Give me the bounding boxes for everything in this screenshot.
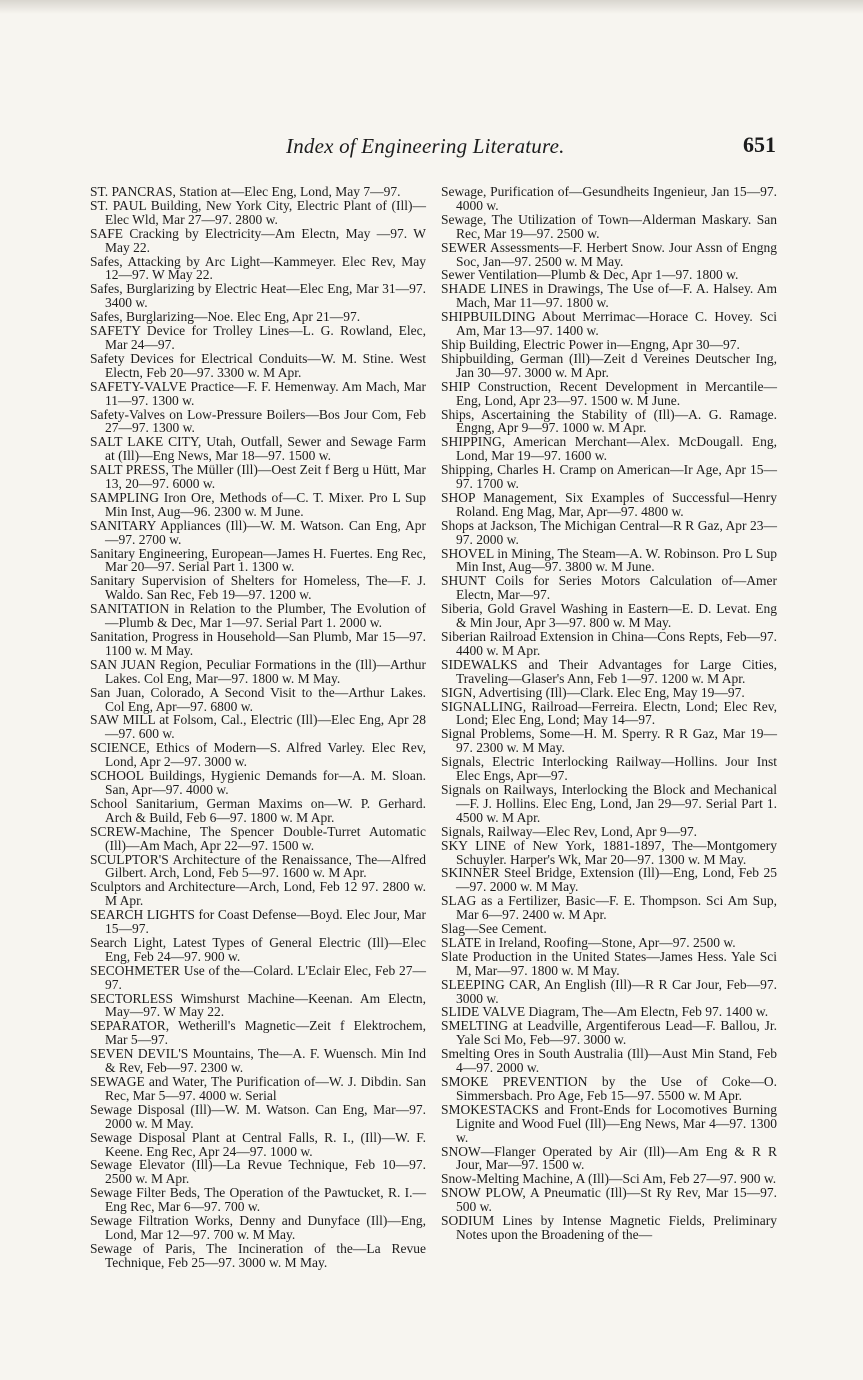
index-entry: SCULPTOR'S Architecture of the Renaissance, The—Alfred Gilbert. Arch, Lond, Feb 5—97. 1600 w. M Apr. <box>90 851 426 881</box>
index-entry: Shipbuilding, German (Ill)—Zeit d Vereines Deutscher Ing, Jan 30—97. 3000 w. M Apr. <box>441 350 777 380</box>
index-entry: SMOKE PREVENTION by the Use of Coke—O. Simmersbach. Pro Age, Feb 15—97. 5500 w. M Apr. <box>441 1074 777 1103</box>
index-entry: SHIP Construction, Recent Development in Mercantile—Eng, Lond, Apr 23—97. 1500 w. M June. <box>441 378 777 408</box>
index-entry: Safes, Attacking by Arc Light—Kammeyer. Elec Rev, May 12—97. W May 22. <box>90 253 426 283</box>
index-entry: ST. PAUL Building, New York City, Electric Plant of (Ill)—Elec Wld, Mar 27—97. 2800 w. <box>90 197 426 227</box>
index-entry: SHIPPING, American Merchant—Alex. McDougall. Eng, Lond, Mar 19—97. 1600 w. <box>441 434 777 464</box>
index-entry: SECTORLESS Wimshurst Machine—Keenan. Am Electn, May—97. W May 22. <box>90 990 426 1020</box>
index-entry: SAFETY Device for Trolley Lines—L. G. Rowland, Elec, Mar 24—97. <box>90 323 426 352</box>
index-entry: SNOW—Flanger Operated by Air (Ill)—Am Eng & R R Jour, Mar—97. 1500 w. <box>441 1143 777 1173</box>
index-entry: SMELTING at Leadville, Argentiferous Lead—F. Ballou, Jr. Yale Sci Mo, Feb—97. 3000 w. <box>441 1018 777 1048</box>
index-entry: Signals on Railways, Interlocking the Block and Mechanical—F. J. Hollins. Elec Eng, Lond, Jan 29—97. Serial Part 1. 4500 w. M Apr. <box>441 781 777 825</box>
right-column <box>441 185 777 1242</box>
index-entry: SIGNALLING, Railroad—Ferreira. Electn, Lond; Elec Rev, Lond; Elec Eng, Lond; May 14—97. <box>441 698 777 728</box>
index-entry: SAW MILL at Folsom, Cal., Electric (Ill)—Elec Eng, Apr 28—97. 600 w. <box>90 712 426 742</box>
index-entry: Sewage of Paris, The Incineration of the—La Revue Technique, Feb 25—97. 3000 w. M May. <box>90 1240 426 1270</box>
index-entry: Sanitary Engineering, European—James H. Fuertes. Eng Rec, Mar 20—97. Serial Part 1. 1300 w. <box>90 545 426 575</box>
index-entry: SEWER Assessments—F. Herbert Snow. Jour Assn of Engng Soc, Jan—97. 2500 w. M May. <box>441 239 777 269</box>
index-entry: Safety Devices for Electrical Conduits—W. M. Stine. West Electn, Feb 20—97. 3300 w. M Apr. <box>90 350 426 380</box>
index-entry: Slate Production in the United States—James Hess. Yale Sci M, Mar—97. 1800 w. M May. <box>441 948 777 978</box>
index-entry: Sculptors and Architecture—Arch, Lond, Feb 12 97. 2800 w. M Apr. <box>90 879 426 909</box>
index-entry: SAFE Cracking by Electricity—Am Electn, May —97. W May 22. <box>90 225 426 255</box>
index-entry: Sewage, Purification of—Gesundheits Ingenieur, Jan 15—97. 4000 w. <box>441 184 777 213</box>
index-entry: Ship Building, Electric Power in—Engng, Apr 30—97. <box>441 336 740 352</box>
index-entry: School Sanitarium, German Maxims on—W. P. Gerhard. Arch & Build, Feb 6—97. 1800 w. M Apr. <box>90 795 426 825</box>
index-entry: San Juan, Colorado, A Second Visit to the—Arthur Lakes. Col Eng, Apr—97. 6800 w. <box>90 684 426 714</box>
index-entry: Safes, Burglarizing—Noe. Elec Eng, Apr 21—97. <box>90 309 361 325</box>
index-entry: SCIENCE, Ethics of Modern—S. Alfred Varley. Elec Rev, Lond, Apr 2—97. 3000 w. <box>90 740 426 770</box>
index-entry: Sanitation, Progress in Household—San Plumb, Mar 15—97. 1100 w. M May. <box>90 629 426 658</box>
index-entry: Ships, Ascertaining the Stability of (Ill)—A. G. Ramage. Engng, Apr 9—97. 1000 w. M Apr. <box>441 406 777 436</box>
index-entry: SMOKESTACKS and Front-Ends for Locomotives Burning Lignite and Wood Fuel (Ill)—Eng News, Mar 4—97. 1300 w. <box>441 1101 777 1145</box>
index-entry: SKY LINE of New York, 1881-1897, The—Montgomery Schuyler. Harper's Wk, Mar 20—97. 1300 w. M May. <box>441 837 777 867</box>
index-entry: Sanitary Supervision of Shelters for Homeless, The—F. J. Waldo. San Rec, Feb 19—97. 1200 w. <box>90 573 426 603</box>
index-entry: SALT LAKE CITY, Utah, Outfall, Sewer and Sewage Farm at (Ill)—Eng News, Mar 18—97. 1500 w. <box>90 434 426 464</box>
index-entry: Signals, Railway—Elec Rev, Lond, Apr 9—97. <box>441 823 697 839</box>
index-entry: Safety-Valves on Low-Pressure Boilers—Bos Jour Com, Feb 27—97. 1300 w. <box>90 406 426 436</box>
index-entry: SLIDE VALVE Diagram, The—Am Electn, Feb 97. 1400 w. <box>441 1004 769 1020</box>
index-entry: SANITARY Appliances (Ill)—W. M. Watson. Can Eng, Apr—97. 2700 w. <box>90 517 426 547</box>
index-entry: SEPARATOR, Wetherill's Magnetic—Zeit f Elektrochem, Mar 5—97. <box>90 1018 426 1048</box>
index-entry: SCREW-Machine, The Spencer Double-Turret Automatic (Ill)—Am Mach, Apr 22—97. 1500 w. <box>90 823 426 853</box>
index-entry: SEWAGE and Water, The Purification of—W. J. Dibdin. San Rec, Mar 5—97. 4000 w. Serial <box>90 1074 426 1103</box>
index-entry: SAN JUAN Region, Peculiar Formations in the (Ill)—Arthur Lakes. Col Eng, Mar—97. 1800 w. M May. <box>90 656 426 686</box>
index-entry: SLAG as a Fertilizer, Basic—F. E. Thompson. Sci Am Sup, Mar 6—97. 2400 w. M Apr. <box>441 893 777 923</box>
index-entry: SAFETY-VALVE Practice—F. F. Hemenway. Am Mach, Mar 11—97. 1300 w. <box>90 378 426 408</box>
index-entry: SHADE LINES in Drawings, The Use of—F. A. Halsey. Am Mach, Mar 11—97. 1800 w. <box>441 281 777 311</box>
index-entry: Siberia, Gold Gravel Washing in Eastern—E. D. Levat. Eng & Min Jour, Apr 3—97. 800 w. M May. <box>441 601 777 631</box>
index-entry: SEVEN DEVIL'S Mountains, The—A. F. Wuensch. Min Ind & Rev, Feb—97. 2300 w. <box>90 1046 426 1076</box>
page-title: Index of Engineering Literature. <box>286 134 565 158</box>
left-column <box>90 185 426 1270</box>
index-entry: SEARCH LIGHTS for Coast Defense—Boyd. Elec Jour, Mar 15—97. <box>90 907 426 937</box>
index-entry: SODIUM Lines by Intense Magnetic Fields, Preliminary Notes upon the Broadening of the— <box>441 1213 777 1242</box>
index-entry: SLEEPING CAR, An English (Ill)—R R Car Jour, Feb—97. 3000 w. <box>441 976 777 1006</box>
index-entry: Shops at Jackson, The Michigan Central—R R Gaz, Apr 23—97. 2000 w. <box>441 517 777 547</box>
page-number: 651 <box>743 132 776 157</box>
index-entry: Smelting Ores in South Australia (Ill)—Aust Min Stand, Feb 4—97. 2000 w. <box>441 1046 777 1076</box>
index-entry: Sewage Filtration Works, Denny and Dunyface (Ill)—Eng, Lond, Mar 12—97. 700 w. M May. <box>90 1213 426 1242</box>
index-entry: SALT PRESS, The Müller (Ill)—Oest Zeit f Berg u Hütt, Mar 13, 20—97. 6000 w. <box>90 462 426 492</box>
index-entry: SCHOOL Buildings, Hygienic Demands for—A. M. Sloan. San, Apr—97. 4000 w. <box>90 768 426 797</box>
index-entry: SNOW PLOW, A Pneumatic (Ill)—St Ry Rev, Mar 15—97. 500 w. <box>441 1185 777 1215</box>
scan-edge <box>0 0 863 14</box>
index-entry: Slag—See Cement. <box>441 921 547 937</box>
index-entry: Siberian Railroad Extension in China—Cons Repts, Feb—97. 4400 w. M Apr. <box>441 629 777 658</box>
index-entry: Safes, Burglarizing by Electric Heat—Elec Eng, Mar 31—97. 3400 w. <box>90 281 426 311</box>
index-entry: ST. PANCRAS, Station at—Elec Eng, Lond, May 7—97. <box>90 184 401 199</box>
index-entry: Search Light, Latest Types of General Electric (Ill)—Elec Eng, Feb 24—97. 900 w. <box>90 934 426 964</box>
index-entry: SLATE in Ireland, Roofing—Stone, Apr—97. 2500 w. <box>441 934 736 950</box>
index-entry: SHOVEL in Mining, The Steam—A. W. Robinson. Pro L Sup Min Inst, Aug—97. 3800 w. M June. <box>441 545 777 575</box>
index-entry: SIDEWALKS and Their Advantages for Large Cities, Traveling—Glaser's Ann, Feb 1—97. 1200 w. M Apr. <box>441 656 777 686</box>
index-entry: SECOHMETER Use of the—Colard. L'Eclair Elec, Feb 27—97. <box>90 962 426 992</box>
index-entry: Snow-Melting Machine, A (Ill)—Sci Am, Feb 27—97. 900 w. <box>441 1171 777 1187</box>
index-entry: SHUNT Coils for Series Motors Calculation of—Amer Electn, Mar—97. <box>441 573 777 603</box>
index-entry: SHOP Management, Six Examples of Successful—Henry Roland. Eng Mag, Mar, Apr—97. 4800 w. <box>441 489 777 519</box>
index-entry: Sewage Disposal (Ill)—W. M. Watson. Can Eng, Mar—97. 2000 w. M May. <box>90 1101 426 1131</box>
index-entry: Sewer Ventilation—Plumb & Dec, Apr 1—97. 1800 w. <box>441 267 739 283</box>
index-entry: Signals, Electric Interlocking Railway—Hollins. Jour Inst Elec Engs, Apr—97. <box>441 754 777 784</box>
index-entry: Sewage, The Utilization of Town—Alderman Maskary. San Rec, Mar 19—97. 2500 w. <box>441 211 777 241</box>
index-entry: Signal Problems, Some—H. M. Sperry. R R Gaz, Mar 19—97. 2300 w. M May. <box>441 726 777 756</box>
index-entry: SANITATION in Relation to the Plumber, The Evolution of—Plumb & Dec, Mar 1—97. Serial Part 1. 2000 w. <box>90 601 426 631</box>
index-entry: Sewage Filter Beds, The Operation of the Pawtucket, R. I.—Eng Rec, Mar 6—97. 700 w. <box>90 1185 426 1215</box>
index-entry: SIGN, Advertising (Ill)—Clark. Elec Eng, May 19—97. <box>441 684 745 700</box>
index-entry: Sewage Elevator (Ill)—La Revue Technique, Feb 10—97. 2500 w. M Apr. <box>90 1157 426 1187</box>
page-header <box>0 132 863 162</box>
index-entry: SHIPBUILDING About Merrimac—Horace C. Hovey. Sci Am, Mar 13—97. 1400 w. <box>441 309 777 339</box>
index-entry: SAMPLING Iron Ore, Methods of—C. T. Mixer. Pro L Sup Min Inst, Aug—96. 2300 w. M June. <box>90 489 426 519</box>
index-entry: Sewage Disposal Plant at Central Falls, R. I., (Ill)—W. F. Keene. Eng Rec, Apr 24—97. 1000 w. <box>90 1129 426 1159</box>
index-entry: Shipping, Charles H. Cramp on American—Ir Age, Apr 15—97. 1700 w. <box>441 462 777 492</box>
index-entry: SKINNER Steel Bridge, Extension (Ill)—Eng, Lond, Feb 25—97. 2000 w. M May. <box>441 865 777 895</box>
